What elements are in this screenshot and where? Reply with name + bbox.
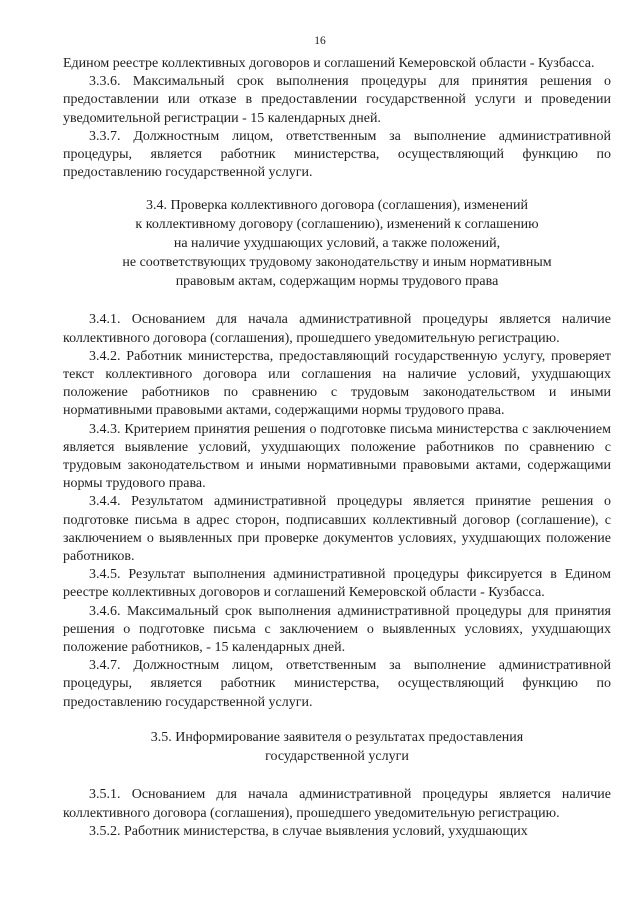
- paragraph-3-4-2: 3.4.2. Работник министерства, предоставляющий государственную услугу, проверяет текст коллективного договора или соглашения на наличие условий, ухудшающих положение работников по сравнению с трудовым законодательством и иными нормативными правовыми актами, содержащими нормы трудового права.: [63, 348, 611, 419]
- paragraph-3-4-5: 3.4.5. Результат выполнения административной процедуры фиксируется в Едином реестре коллективных договоров и соглашений Кемеровской области - Кузбасса.: [63, 567, 611, 601]
- heading-line: к коллективному договору (соглашению), изменений к соглашению: [135, 217, 539, 233]
- paragraph-3-4-3: 3.4.3. Критерием принятия решения о подготовке письма министерства с заключением является выявление условий, ухудшающих положение работников по сравнению с трудовым законодательством и иными нормативными правовыми актами, содержащими нормы трудового права.: [63, 421, 611, 492]
- heading-line: правовым актам, содержащим нормы трудового права: [175, 273, 499, 289]
- heading-line: 3.4. Проверка коллективного договора (соглашения), изменений: [146, 198, 528, 214]
- paragraph-continuation: Едином реестре коллективных договоров и соглашений Кемеровской области - Кузбасса.: [63, 56, 595, 71]
- heading-line: не соответствующих трудовому законодательству и иным нормативным: [122, 254, 552, 270]
- heading-line: на наличие ухудшающих условий, а также положений,: [173, 236, 501, 252]
- paragraph-3-4-7: 3.4.7. Должностным лицом, ответственным за выполнение административной процедуры, является работник министерства, осуществляющий функцию по предоставлению государственной услуги.: [63, 658, 611, 710]
- section-3-4-heading: [63, 197, 611, 291]
- paragraph-3-5-1: 3.5.1. Основанием для начала административной процедуры является наличие коллективного договора (соглашения), прошедшего уведомительную регистрацию.: [63, 787, 611, 821]
- heading-line: государственной услуги: [265, 748, 409, 764]
- paragraph-3-4-4: 3.4.4. Результатом административной процедуры является принятие решения о подготовке письма в адрес сторон, подписавших коллективный договор (соглашение), с заключением о выявленных при проверке документов условиях, ухудшающих положение работников.: [63, 494, 611, 565]
- heading-line: 3.5. Информирование заявителя о результатах предоставления: [150, 729, 524, 745]
- paragraph-3-3-7: 3.3.7. Должностным лицом, ответственным за выполнение административной процедуры, является работник министерства, осуществляющий функцию по предоставлению государственной услуги.: [63, 128, 611, 181]
- paragraph-3-4-1: 3.4.1. Основанием для начала административной процедуры является наличие коллективного договора (соглашения), прошедшего уведомительную регистрацию.: [63, 312, 611, 346]
- paragraph-3-5-2: 3.5.2. Работник министерства, в случае выявления условий, ухудшающих: [89, 823, 528, 839]
- page-number: 16: [314, 35, 326, 47]
- section-3-5-heading: [63, 729, 611, 767]
- paragraph-3-3-6: 3.3.6. Максимальный срок выполнения процедуры для принятия решения о предоставлении или отказе в предоставлении государственной услуги и проведении уведомительной регистрации - 15 календарных дней.: [63, 74, 611, 126]
- document-body: [63, 55, 611, 841]
- paragraph-3-4-6: 3.4.6. Максимальный срок выполнения административной процедуры для принятия решения о подготовке письма с заключением о выявленных условиях, ухудшающих положение работников, - 15 календарных дней.: [63, 603, 611, 656]
